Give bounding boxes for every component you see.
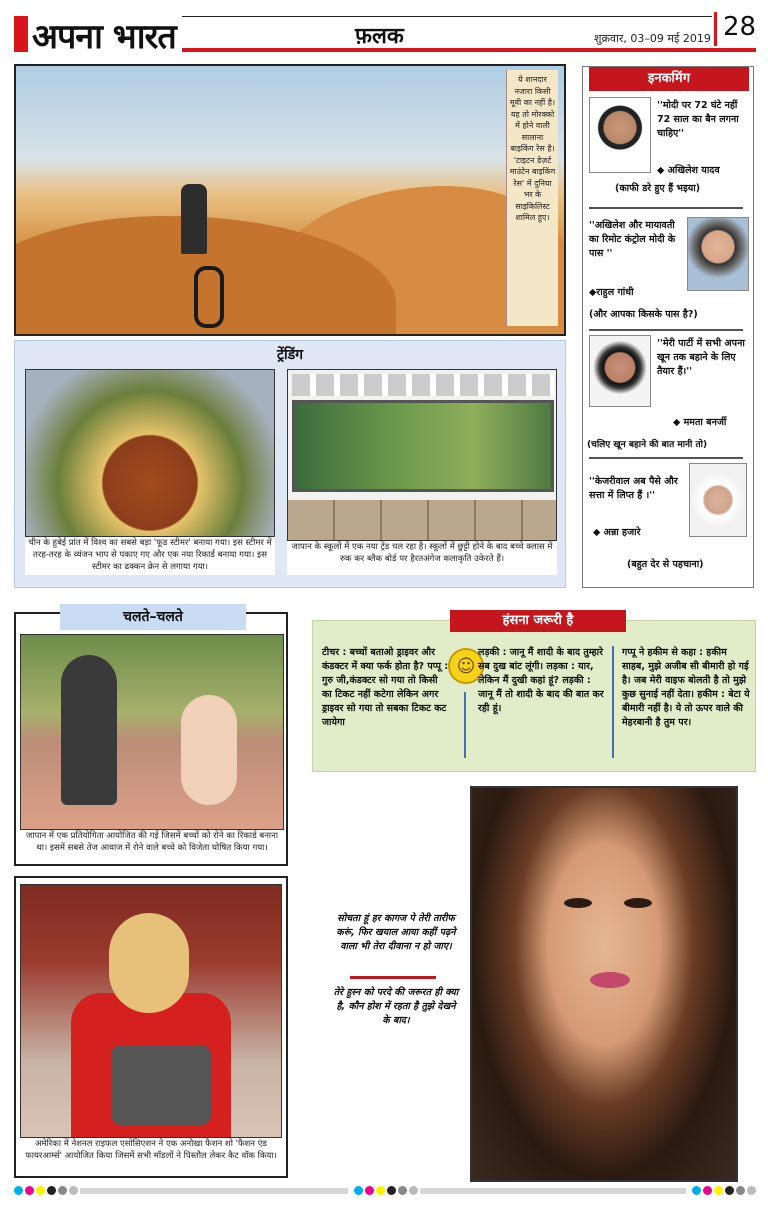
sumo-caption: जापान में एक प्रतियोगिता आयोजित की गई जिसमें बच्चों को रोने का रिकार्ड बनाना था। इसमें सबसे तेज आवाज में रोने वाले बच्चे को विजेता घोषित किया गया। <box>20 830 284 862</box>
avatar <box>589 335 651 407</box>
food-steamer-photo <box>25 369 275 537</box>
divider <box>464 692 466 758</box>
divider <box>589 329 743 331</box>
poem-divider <box>350 976 436 979</box>
trending-panel <box>14 340 566 588</box>
poem-part-1: सोचता हूं हर कागज पे तेरी तारीफ करूं, फिर खयाल आया कहीं पढ़ने वाला भी तेरा दीवाना न हो जाए। <box>336 913 456 952</box>
divider <box>589 207 743 209</box>
quote-remark: (बहुत देर से पहचाना) <box>627 559 704 570</box>
sumo-baby-photo <box>20 634 284 830</box>
joke-1: टीचर : बच्चों बताओ ड्राइवर और कंडक्टर में क्या फर्क होता है? पप्पू : गुरु जी,कंडक्टर सो गया तो किसी का टिकट नहीं कटेगा लेकिन अगर ड्राइवर सो गया तो सबका टिकट कट जायेगा <box>322 647 449 728</box>
divider <box>589 457 743 459</box>
joke-2: लड़की : जानू मैं शादी के बाद तुम्हारे सब दुख बांट लूंगी। लड़का : यार, लेकिन मैं दुखी कहां हूं? लड़की : जानू मैं तो शादी के बाद की बात कर रही हूं। <box>478 647 604 714</box>
actress-portrait <box>470 786 738 1182</box>
cyclist-figure <box>181 184 207 254</box>
newspaper-brand: अपना भारत <box>32 17 176 57</box>
trending-title: ट्रेंडिंग <box>276 347 304 363</box>
divider <box>612 646 614 758</box>
jokes-title: हंसना जरूरी है <box>450 610 626 632</box>
bicycle-icon <box>194 266 224 328</box>
quote-remark: (काफी डरे हुए हैं भइया) <box>615 183 701 194</box>
food-steamer-caption: चीन के हुबेई प्रांत में विश्व का सबसे बड़ा 'फूड स्टीमर' बनाया गया। इस स्टीमर में तरह-तरह के व्यंजन भाप से पकाए गए और एक नया रिकार्ड बनाया गया। इस स्टीमर का ढक्कन क्रेन से लगाया गया। <box>25 537 275 575</box>
avatar <box>687 217 749 291</box>
desert-race-photo <box>14 64 566 336</box>
quote-text: ''मेरी पार्टी में सभी अपना खून तक बहाने के लिए तैयार हैं।'' <box>657 338 745 377</box>
header-red-block <box>14 16 28 52</box>
smiley-icon: ☺ <box>448 648 484 684</box>
chalte-title: चलते–चलते <box>60 604 246 630</box>
quote-text: ''मोदी पर 72 घंटे नहीं 72 साल का बैन लगना चाहिए'' <box>657 100 739 139</box>
quote-author: ◆ अन्ना हजारे <box>593 527 641 538</box>
quote-text: ''अखिलेश और मायावती का रिमोट कंट्रोल मोदी के पास '' <box>589 220 676 259</box>
incoming-title: इनकमिंग <box>589 67 749 91</box>
poem-part-2: तेरे हुस्न को परदे की जरूरत ही क्या है, कौन होश में रहता है तुझे देखने के बाद। <box>333 987 459 1026</box>
dateline: शुक्रवार, 03–09 मई 2019 <box>594 32 711 45</box>
print-registration-marks <box>0 1186 768 1198</box>
fashion-model-photo <box>20 884 282 1138</box>
quote-remark: (चलिए खून बहाने की बात मानी तो) <box>587 440 708 450</box>
joke-3: गप्पू ने हकीम से कहा : हकीम साहब, मुझे अजीब सी बीमारी हो गई है। जब मेरी वाइफ बोलती है तो मुझे कुछ सुनाई नहीं देता। हकीम : बेटा ये बीमारी नहीं है। ये तो ऊपर वाले की मेहरबानी है तुम पर। <box>622 647 750 728</box>
avatar <box>689 463 747 537</box>
quote-author: ◆राहुल गांधी <box>589 287 634 298</box>
blackboard-art <box>292 400 554 492</box>
fashion-caption: अमेरिका में नेशनल राइफल एसोसिएशन ने एक अनोखा फैशन शो 'फैशन एंड फायरआर्म्स' आयोजित किया जिसमें सभी मॉडलों ने पिस्तौल लेकर कैट वॉक किया। <box>20 1138 282 1174</box>
quote-remark: (और आपका किसके पास है?) <box>589 309 698 320</box>
section-title: फ़लक <box>355 24 404 49</box>
header-rule <box>182 16 712 17</box>
quote-text: ''केजरीवाल अब पैसे और सत्ता में लिप्त हैं ।'' <box>589 476 678 501</box>
incoming-panel <box>582 66 754 588</box>
quote-author: ◆ ममता बनर्जी <box>673 417 727 428</box>
header-red-rule <box>182 48 756 52</box>
page-number: 28 <box>714 12 758 46</box>
classroom-art-caption: जापान के स्कूलों में एक नया ट्रेंड चल रहा है। स्कूलों में छुट्टी होने के बाद बच्चे क्लास में रुक कर ब्लैक बोर्ड पर हैरतअंगेज कलाकृति उकेरते हैं। <box>287 541 557 575</box>
quote-author: ◆ अखिलेश यादव <box>657 165 720 176</box>
avatar <box>589 97 651 173</box>
desert-caption: ये शानदार नजारा किसी मूवी का नहीं है। यह तो मोरक्को में होने वाली सालाना बाइकिंग रेस है। 'टाइटन डेज़र्ट माउंटेन बाइकिंग रेस' में दुनिया भर के साइकिलिस्ट शामिल हुए। <box>506 70 558 326</box>
classroom-art-photo <box>287 369 557 541</box>
